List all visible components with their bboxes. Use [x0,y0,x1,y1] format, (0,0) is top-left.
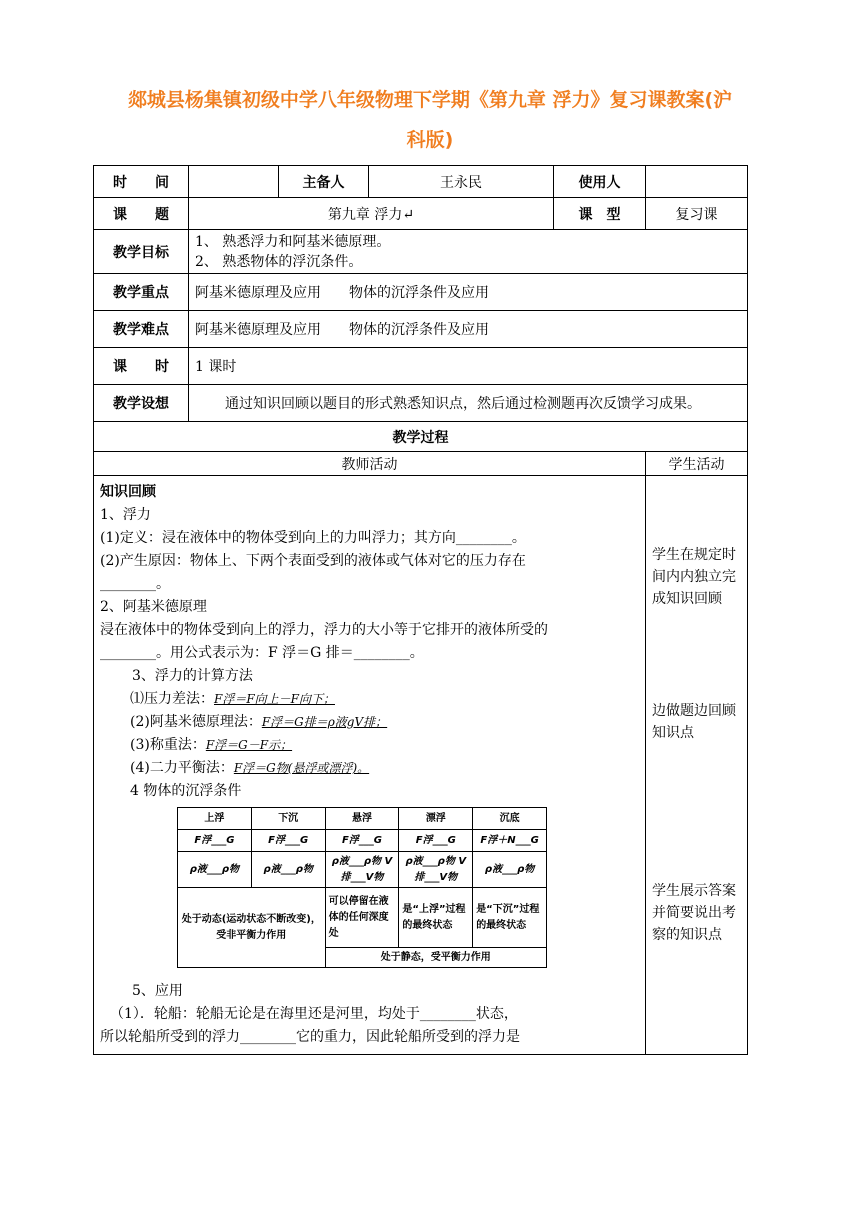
section-1-definition: (1)定义：浸在液体中的物体受到向上的力叫浮力；其方向________。 [100,530,526,546]
sink-bottom-note: 是“下沉”过程的最终状态 [473,888,547,948]
key-label: 教学重点 [94,274,189,311]
student-activity [646,476,748,1055]
teacher-col-header [94,452,646,476]
section-5-title: 5、应用 [132,983,183,999]
title-line-1: 郯城县杨集镇初级中学八年级物理下学期《第九章 浮力》复习课教案(沪 [127,89,733,111]
review-title: 知识回顾 [100,484,156,500]
method-4-formula: F浮＝G物(悬浮或漂浮)。 [233,761,370,775]
difficult-label: 教学难点 [94,311,189,348]
difficult-value: 阿基米德原理及应用 物体的沉浮条件及应用 [189,311,748,348]
design-value: 通过知识回顾以题目的形式熟悉知识点，然后通过检测题再次反馈学习成果。 [189,385,748,422]
user-label: 使用人 [554,166,646,198]
section-5-text-b: 所以轮船所受到的浮力________它的重力，因此轮船所受到的浮力是 [100,1029,520,1045]
goal-item: 1、 熟悉浮力和阿基米德原理。 [195,233,391,250]
section-2-title: 2、阿基米德原理 [100,599,207,615]
row-process-header [94,422,748,452]
row-column-headers [94,452,748,476]
student-spacer [652,610,741,700]
sink-dynamic-note: 处于动态(运动状态不断改变)，受非平衡力作用 [178,888,326,968]
row-hours [94,348,748,385]
sink-force-cell: F浮___G [178,830,252,852]
type-value: 复习课 [646,198,748,230]
title-line-2: 科版) [406,129,454,151]
sink-float-table [177,807,547,968]
section-2-text-b: ________。用公式表示为：F 浮＝G 排＝________。 [100,645,424,661]
method-4 [100,757,639,780]
sink-force-cell: F浮___G [251,830,325,852]
method-1-formula: F浮＝F向上－F向下； [214,692,335,706]
student-note: 学生在规定时间内内独立完成知识回顾 [652,547,736,607]
sink-force-row [178,830,547,852]
method-4-label: (4)二力平衡法： [130,760,234,776]
method-1-label: ⑴压力差法： [130,691,214,707]
row-time [94,166,748,198]
teacher-activity [94,476,646,1055]
sink-suspend-note: 可以停留在液体的任何深度处 [325,888,399,948]
goals-label: 教学目标 [94,230,189,274]
method-2-label: (2)阿基米德原理法： [130,714,262,730]
method-2-formula: F浮＝G排＝ρ液gV排； [261,715,388,729]
section-1-cause-b: ________。 [100,576,170,592]
sink-density-cell: ρ液___ρ物 [473,852,547,888]
row-goals [94,230,748,274]
type-label: 课 型 [554,198,646,230]
sink-density-cell: ρ液___ρ物 V排___V物 [399,852,473,888]
method-3-label: (3)称重法： [130,737,206,753]
teacher-col-label: 教师活动 [341,456,398,473]
method-3 [100,734,639,757]
sink-density-cell: ρ液___ρ物 [178,852,252,888]
row-design [94,385,748,422]
topic-value: 第九章 浮力↵ [189,198,554,230]
method-1 [100,688,639,711]
sink-float-note: 是“上浮”过程的最终状态 [399,888,473,948]
sink-header-cell: 下沉 [251,808,325,830]
sink-note-row [178,888,547,948]
sink-density-cell: ρ液___ρ物 [251,852,325,888]
sink-static-note: 处于静态，受平衡力作用 [325,948,546,968]
sink-header-row [178,808,547,830]
student-spacer [652,476,741,544]
hours-label: 课 时 [94,348,189,385]
topic-label: 课 题 [94,198,189,230]
document-title [95,80,765,160]
section-3-title: 3、浮力的计算方法 [132,668,253,684]
row-process-content [94,476,748,1055]
lesson-plan-table [93,165,748,1055]
student-spacer [652,744,741,880]
preparer-value: 王永民 [369,166,554,198]
row-topic [94,198,748,230]
sink-header-cell: 悬浮 [325,808,399,830]
section-1-cause-a: (2)产生原因：物体上、下两个表面受到的液体或气体对它的压力存在 [100,553,526,569]
section-4-title: 4 物体的沉浮条件 [130,783,242,799]
section-2-text-a: 浸在液体中的物体受到向上的浮力，浮力的大小等于它排开的液体所受的 [100,622,548,638]
method-3-formula: F浮＝G－F示； [205,738,293,752]
section-1-title: 1、浮力 [100,507,151,523]
time-value [189,166,279,198]
user-value [646,166,748,198]
student-col-header: 学生活动 [646,452,748,476]
student-note: 学生展示答案并简要说出考察的知识点 [652,883,736,943]
hours-value: 1 课时 [189,348,748,385]
time-label: 时 间 [94,166,189,198]
process-header: 教学过程 [94,422,748,452]
goal-item: 2、 熟悉物体的浮沉条件。 [195,253,363,270]
section-5-text-a: （1）．轮船：轮船无论是在海里还是河里，均处于________状态， [110,1006,518,1022]
goals-list [189,230,748,274]
sink-force-cell: F浮___G [325,830,399,852]
key-value: 阿基米德原理及应用 物体的沉浮条件及应用 [189,274,748,311]
method-2 [100,711,639,734]
sink-header-cell: 漂浮 [399,808,473,830]
design-label: 教学设想 [94,385,189,422]
sink-header-cell: 沉底 [473,808,547,830]
student-note: 边做题边回顾知识点 [652,703,736,741]
sink-density-row [178,852,547,888]
sink-header-cell: 上浮 [178,808,252,830]
sink-force-cell: F浮___G [399,830,473,852]
sink-force-cell: F浮＋N___G [473,830,547,852]
sink-density-cell: ρ液___ρ物 V排___V物 [325,852,399,888]
row-key-points [94,274,748,311]
preparer-label: 主备人 [279,166,369,198]
row-difficulties [94,311,748,348]
